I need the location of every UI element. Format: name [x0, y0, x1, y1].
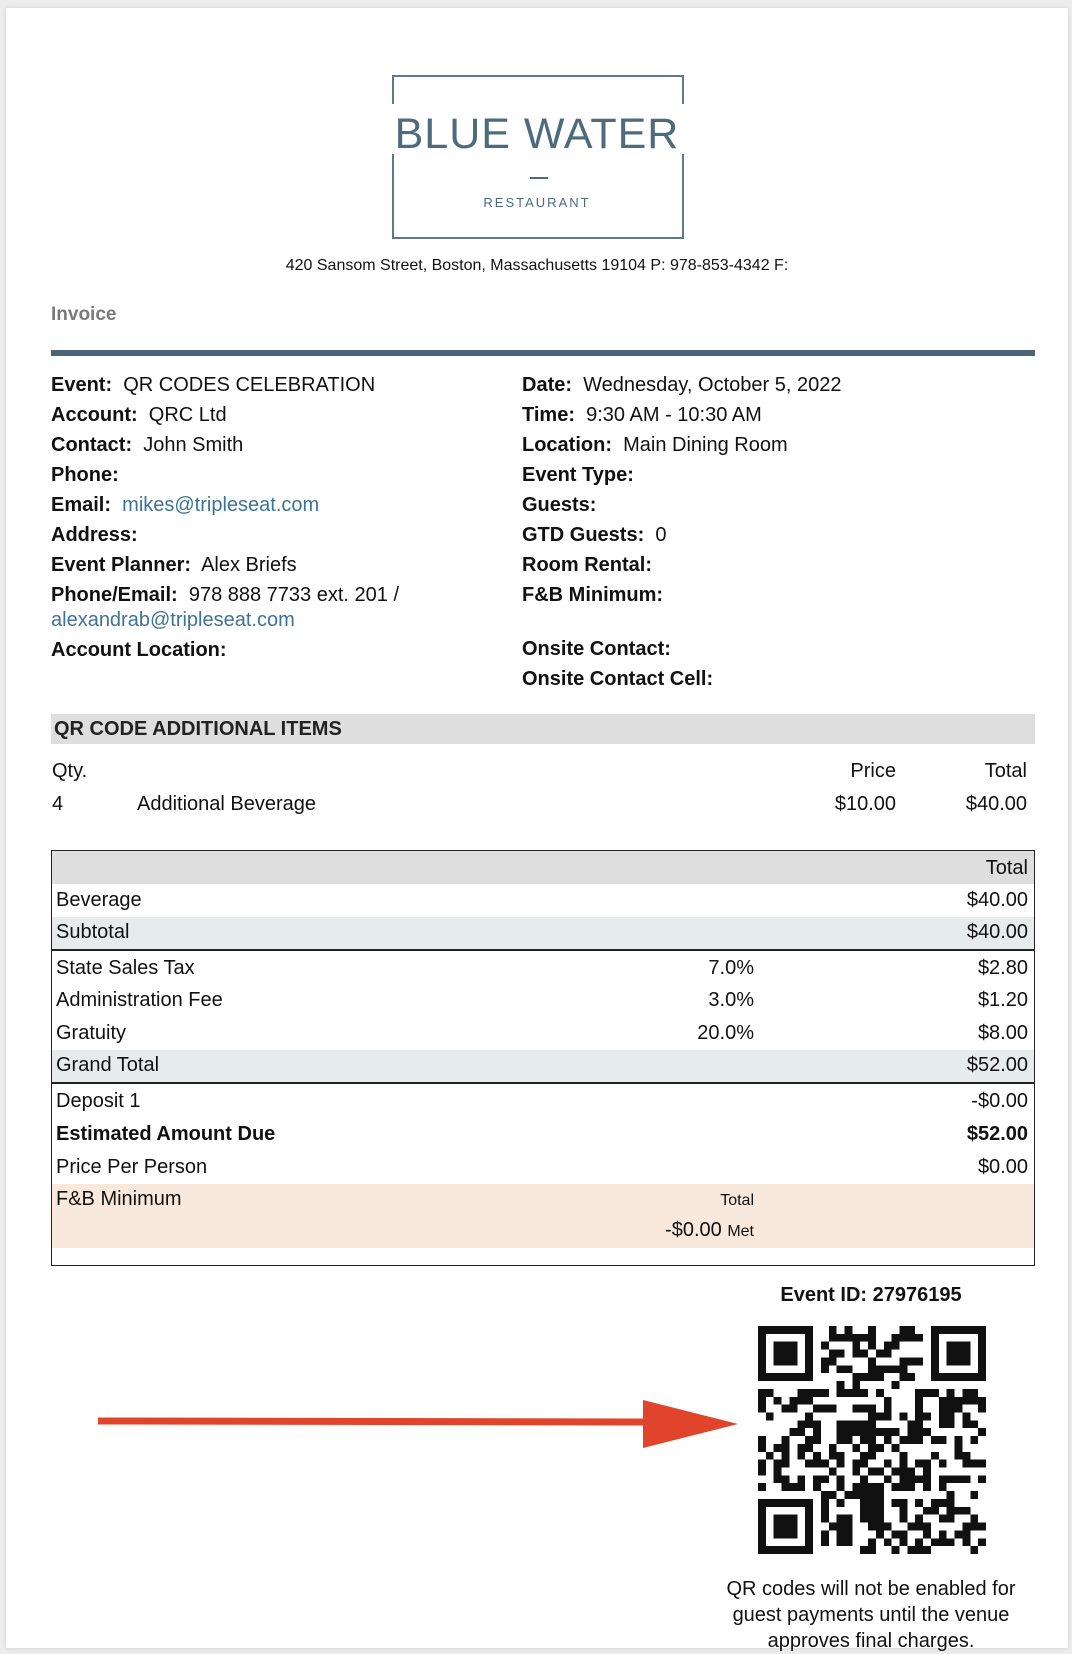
summary-row	[52, 951, 1034, 984]
header-rule	[51, 350, 1035, 356]
admin-fee-rate: 3.0%	[708, 989, 754, 1011]
fb-minimum-status: Met	[727, 1223, 754, 1240]
logo-divider	[530, 177, 548, 179]
item-total: $40.00	[965, 793, 1027, 815]
event-info-right	[522, 370, 1022, 694]
qty-column-header: Qty.	[52, 760, 88, 782]
payment-qr-code[interactable]	[758, 1326, 986, 1554]
room-rental-row: Room Rental:	[522, 554, 652, 576]
planner-name: Alex Briefs	[201, 554, 297, 576]
red-arrow-icon	[98, 1400, 738, 1460]
onsite-cell-row: Onsite Contact Cell:	[522, 668, 714, 690]
total-column-header: Total	[984, 760, 1027, 782]
price-column-header: Price	[850, 760, 896, 782]
email-link[interactable]: mikes@tripleseat.com	[122, 494, 320, 516]
item-qty: 4	[52, 793, 64, 815]
deposit-value: -$0.00	[971, 1090, 1028, 1112]
invoice-summary-table	[51, 850, 1035, 1266]
grand-total-value: $52.00	[966, 1054, 1028, 1076]
phone-row: Phone:	[51, 464, 119, 486]
planner-row: Event Planner: Alex Briefs	[51, 554, 297, 576]
restaurant-address: 420 Sansom Street, Boston, Massachusetts 19104 P: 978-853-4342 F:	[285, 257, 789, 274]
price-per-person-value: $0.00	[977, 1156, 1028, 1178]
location-row: Location: Main Dining Room	[522, 434, 788, 456]
price-per-person-label: Price Per Person	[56, 1156, 208, 1178]
fb-minimum-row: F&B Minimum:	[522, 584, 664, 606]
contact-name: John Smith	[143, 434, 244, 456]
fb-minimum-summary-row	[52, 1184, 1034, 1248]
grand-total-row	[52, 1050, 1034, 1084]
account-location-row: Account Location:	[51, 639, 227, 661]
gratuity-rate: 20.0%	[697, 1022, 754, 1044]
event-name: QR CODES CELEBRATION	[123, 374, 376, 396]
account-row: Account: QRC Ltd	[51, 404, 227, 426]
fb-minimum-value: -$0.00 Met	[665, 1219, 754, 1241]
grand-total-label: Grand Total	[56, 1054, 160, 1076]
summary-header-row	[52, 851, 1034, 884]
invoice-page	[6, 8, 1068, 1652]
event-info-left	[51, 370, 511, 665]
planner-contact-row: Phone/Email: 978 888 7733 ext. 201 / alexandrab@tripleseat.com	[51, 584, 400, 631]
guests-row: Guests:	[522, 494, 597, 516]
summary-total-header: Total	[985, 857, 1028, 879]
amount-due-row	[52, 1118, 1034, 1151]
beverage-total: $40.00	[966, 889, 1028, 911]
account-name: QRC Ltd	[148, 404, 227, 426]
date-row: Date: Wednesday, October 5, 2022	[522, 374, 842, 396]
item-name: Additional Beverage	[137, 793, 317, 815]
address-row: Address:	[51, 524, 138, 546]
subtotal-value: $40.00	[966, 921, 1028, 943]
qr-note: QR codes will not be enabled for guest payments until the venue approves final charges.	[726, 1578, 1016, 1652]
event-time: 9:30 AM - 10:30 AM	[586, 404, 762, 426]
time-row: Time: 9:30 AM - 10:30 AM	[522, 404, 762, 426]
fb-minimum-label: F&B Minimum	[56, 1188, 182, 1210]
planner-phone: 978 888 7733 ext. 201 /	[188, 584, 400, 606]
summary-row	[52, 1017, 1034, 1050]
tax-value: $2.80	[977, 957, 1028, 979]
event-location: Main Dining Room	[623, 434, 788, 456]
admin-fee-label: Administration Fee	[56, 989, 223, 1011]
amount-due-value: $52.00	[966, 1123, 1028, 1145]
event-id: Event ID: 27976195	[780, 1284, 962, 1306]
tax-label: State Sales Tax	[56, 957, 195, 979]
onsite-contact-row: Onsite Contact:	[522, 638, 671, 660]
summary-row	[52, 1151, 1034, 1184]
planner-email-link[interactable]: alexandrab@tripleseat.com	[51, 609, 295, 631]
items-section-header: QR CODE ADDITIONAL ITEMS	[51, 714, 1035, 744]
event-type-row: Event Type:	[522, 464, 634, 486]
document-title: Invoice	[51, 304, 117, 325]
logo-wordmark: BLUE WATER	[394, 110, 680, 158]
summary-row	[52, 884, 1034, 917]
fb-minimum-total-label: Total	[720, 1192, 754, 1209]
deposit-label: Deposit 1	[56, 1090, 141, 1112]
event-row: Event: QR CODES CELEBRATION	[51, 374, 376, 396]
gtd-guests-value: 0	[655, 524, 667, 546]
gratuity-value: $8.00	[977, 1022, 1028, 1044]
tax-rate: 7.0%	[708, 957, 754, 979]
event-date: Wednesday, October 5, 2022	[583, 374, 842, 396]
gtd-guests-row: GTD Guests: 0	[522, 524, 667, 546]
logo-subtitle: RESTAURANT	[483, 195, 591, 210]
contact-row: Contact: John Smith	[51, 434, 244, 456]
gratuity-label: Gratuity	[56, 1022, 127, 1044]
subtotal-label: Subtotal	[56, 921, 130, 943]
beverage-label: Beverage	[56, 889, 142, 911]
summary-row	[52, 1085, 1034, 1118]
email-row: Email: mikes@tripleseat.com	[51, 494, 320, 516]
admin-fee-value: $1.20	[977, 989, 1028, 1011]
subtotal-row	[52, 917, 1034, 951]
summary-row	[52, 984, 1034, 1017]
amount-due-label: Estimated Amount Due	[56, 1123, 276, 1145]
item-price: $10.00	[834, 793, 896, 815]
